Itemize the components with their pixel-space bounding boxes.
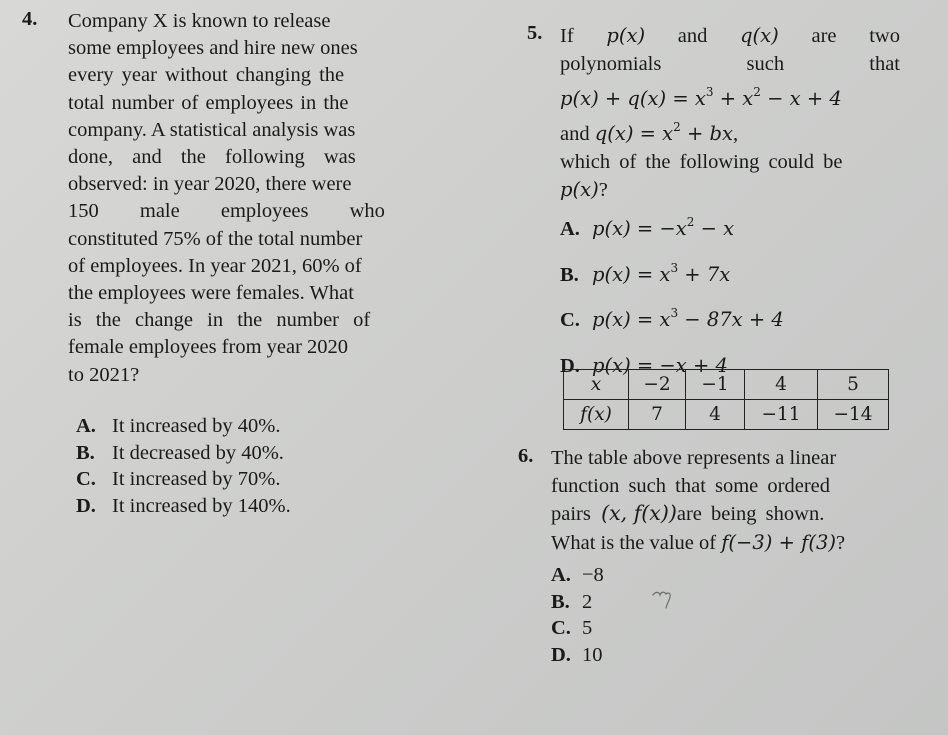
q5-eq2-comma: , — [733, 123, 739, 145]
q6-ordered-pair: (x, f(x)) — [601, 501, 677, 525]
q5-q-of-x: q(x) — [740, 24, 779, 47]
q5-option-c-exp: 3 — [670, 306, 679, 320]
q6-option-c[interactable] — [551, 615, 604, 642]
q5-option-c-rest: − 87x + 4 — [678, 308, 784, 331]
q5-option-c-expr: p(x) = x — [592, 308, 671, 331]
q5-p-of-x: p(x) — [606, 24, 646, 47]
q6-option-a-text: −8 — [582, 564, 604, 586]
q4-line-13: female employees from year 2020 — [68, 336, 349, 359]
q5-eq2-and: and — [560, 123, 595, 145]
q4-option-b-text: It decreased by 40%. — [112, 441, 284, 464]
q5-number: 5. — [527, 22, 543, 44]
q4-option-d[interactable] — [76, 493, 291, 520]
q4-line-3: every year without changing the — [68, 64, 345, 87]
q5-option-b-exp: 3 — [670, 260, 679, 275]
pencil-scribble-icon — [650, 589, 676, 611]
table-row-x — [564, 370, 889, 400]
q5-and: and — [677, 25, 708, 47]
q5-eq1-lhs: p(x) + q(x) = x — [560, 87, 706, 110]
q4-options — [76, 413, 291, 519]
q5-option-c[interactable] — [560, 294, 784, 340]
table-header-x: x — [564, 370, 629, 400]
q4-option-a-text: It increased by 40%. — [112, 415, 281, 437]
q6-option-b[interactable] — [551, 589, 604, 616]
q4-line-11: the employees were females. What — [68, 282, 354, 305]
q5-line-5: which of the following could be — [560, 151, 843, 173]
q5-such: such — [746, 53, 785, 75]
q6-option-a-letter: A. — [551, 564, 571, 586]
q5-stem — [560, 22, 900, 204]
q5-eq1-rhs: − x + 4 — [760, 87, 842, 110]
q5-two: two — [869, 25, 900, 47]
q6-option-d-letter: D. — [551, 643, 571, 666]
table-row-fx — [564, 400, 889, 430]
q5-eq1-exp1: 3 — [705, 85, 714, 99]
q5-target-p: p(x) — [560, 178, 599, 201]
q6-option-d[interactable] — [551, 642, 604, 669]
table-cell: −1 — [686, 370, 745, 400]
q4-option-c[interactable] — [76, 466, 291, 493]
q4-line-2: some employees and hire new ones — [68, 37, 358, 60]
q5-option-a[interactable] — [560, 203, 784, 249]
q6-line-1: The table above represents a linear — [551, 447, 837, 469]
q4-option-a[interactable] — [76, 413, 291, 440]
q6-question-mark: ? — [835, 531, 846, 554]
q4-line-5: company. A statistical analysis was — [68, 118, 356, 141]
q6-number: 6. — [518, 445, 534, 467]
q4-stem — [68, 8, 418, 389]
q6-line-4 — [551, 529, 879, 558]
q5-polynomials: polynomials — [560, 53, 662, 75]
q4-option-c-text: It increased by 70%. — [112, 468, 281, 490]
q6-option-d-text: 10 — [582, 643, 603, 666]
q5-line-6 — [560, 176, 900, 204]
q6-option-b-text: 2 — [582, 590, 593, 613]
q5-line-2 — [560, 50, 900, 78]
q6-stem — [551, 445, 879, 557]
q6-option-b-letter: B. — [551, 590, 570, 613]
table-cell: −14 — [818, 400, 889, 430]
q4-option-b[interactable] — [76, 440, 291, 467]
q5-option-b-letter: B. — [560, 263, 579, 286]
q6-option-c-letter: C. — [551, 617, 571, 639]
q5-option-d-expr: p(x) = −x + 4 — [592, 353, 728, 377]
table-cell: −11 — [745, 400, 818, 430]
q6-line-3-rest: are being shown. — [676, 503, 825, 525]
q4-line-1: Company X is known to release — [68, 10, 331, 32]
q6-option-c-text: 5 — [582, 617, 593, 639]
table-cell: 4 — [745, 370, 818, 400]
q5-option-b[interactable] — [560, 249, 784, 295]
q4-line-9: constituted 75% of the total number — [68, 227, 363, 250]
q5-option-a-rest: − x — [694, 217, 735, 240]
q5-are: are — [811, 25, 837, 47]
q5-that: that — [869, 53, 900, 75]
q6-option-a[interactable] — [551, 562, 604, 589]
q5-option-d-letter: D. — [560, 354, 580, 377]
q4-line-7: observed: in year 2020, there were — [68, 173, 352, 196]
q4-line-6: done, and the following was — [68, 146, 356, 169]
q5-equation-sum — [560, 78, 900, 113]
q5-option-a-letter: A. — [560, 218, 580, 240]
q5-eq2-exp: 2 — [673, 120, 681, 134]
q5-option-a-exp: 2 — [686, 215, 695, 229]
q6-line-2: function such that some ordered — [551, 474, 831, 497]
q4-line-4: total number of employees in the — [68, 91, 349, 114]
q6-question-text: What is the value of — [551, 531, 722, 554]
q5-option-a-expr: p(x) = −x — [592, 217, 687, 240]
q4-option-d-text: It increased by 140%. — [112, 494, 291, 517]
function-table — [563, 369, 889, 430]
table-cell: 7 — [629, 400, 686, 430]
q4-line-14: to 2021? — [68, 363, 140, 386]
q4-option-d-letter: D. — [76, 494, 96, 517]
q6-line-3 — [551, 500, 879, 529]
q5-options — [560, 203, 784, 385]
table-cell: −2 — [629, 370, 686, 400]
q4-option-b-letter: B. — [76, 441, 95, 464]
q4-line-12: is the change in the number of — [68, 309, 371, 332]
q6-pairs: pairs — [551, 503, 591, 525]
q5-eq2-lhs: q(x) = x — [594, 122, 674, 145]
q5-eq2-rhs: + bx — [680, 122, 734, 145]
q4-option-a-letter: A. — [76, 415, 96, 437]
q5-option-b-rest: + 7x — [678, 262, 731, 286]
q5-equation-q — [560, 113, 900, 148]
q5-option-b-expr: p(x) = x — [592, 262, 671, 286]
q5-question-mark: ? — [598, 179, 608, 201]
q4-line-10: of employees. In year 2021, 60% of — [68, 254, 362, 277]
q5-line-1 — [560, 22, 900, 50]
q5-eq1-exp2: 2 — [753, 85, 761, 99]
q4-line-8: 150 male employees who — [68, 200, 385, 223]
q5-eq1-mid: + x — [713, 87, 754, 110]
table-cell: 5 — [818, 370, 889, 400]
q5-if: If — [560, 25, 574, 47]
q6-options — [551, 562, 604, 668]
q5-option-c-letter: C. — [560, 309, 580, 331]
q6-expression: f(−3) + f(3) — [721, 530, 836, 554]
q4-option-c-letter: C. — [76, 468, 96, 490]
table-header-fx: f(x) — [564, 400, 629, 430]
q4-number: 4. — [22, 8, 38, 30]
table-cell: 4 — [686, 400, 745, 430]
